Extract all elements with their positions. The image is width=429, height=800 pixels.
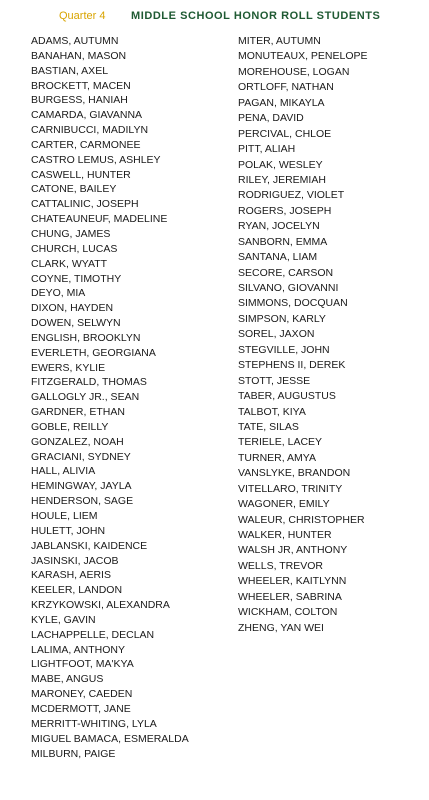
- student-name: WHEELER, KAITLYNN: [238, 575, 347, 588]
- student-name: EWERS, KYLIE: [31, 361, 106, 374]
- student-name: CHATEAUNEUF, MADELINE: [31, 213, 168, 226]
- student-name: WELLS, TREVOR: [238, 559, 323, 572]
- student-name: WALKER, HUNTER: [238, 529, 332, 541]
- student-name: GOBLE, REILLY: [31, 420, 109, 433]
- student-name: GALLOGLY JR., SEAN: [31, 391, 140, 404]
- student-name: EVERLETH, GEORGIANA: [31, 346, 156, 359]
- student-name: CASTRO LEMUS, ASHLEY: [31, 153, 161, 166]
- student-name: RILEY, JEREMIAH: [238, 173, 326, 186]
- student-name: SOREL, JAXON: [238, 328, 315, 341]
- student-name: HEMINGWAY, JAYLA: [31, 480, 132, 493]
- student-name: JABLANSKI, KAIDENCE: [31, 539, 148, 552]
- page-header: [0, 10, 429, 26]
- student-name: WAGONER, EMILY: [238, 498, 330, 511]
- student-name: JASINSKI, JACOB: [31, 554, 119, 567]
- student-name: MIGUEL BAMACA, ESMERALDA: [31, 732, 189, 745]
- page-title: MIDDLE SCHOOL HONOR ROLL STUDENTS: [131, 10, 381, 22]
- student-name: WALEUR, CHRISTOPHER: [238, 513, 365, 526]
- student-name: STEGVILLE, JOHN: [238, 343, 330, 356]
- student-name: TALBOT, KIYA: [238, 405, 306, 418]
- student-name: CATONE, BAILEY: [31, 183, 117, 196]
- student-name: PAGAN, MIKAYLA: [238, 96, 325, 109]
- student-name: CHUNG, JAMES: [31, 227, 111, 240]
- student-name: KRZYKOWSKI, ALEXANDRA: [31, 599, 170, 612]
- student-name: COYNE, TIMOTHY: [31, 272, 122, 285]
- student-name: SECORE, CARSON: [238, 266, 334, 279]
- student-name: MITER, AUTUMN: [238, 35, 321, 47]
- student-name: CASWELL, HUNTER: [31, 168, 131, 181]
- student-name: MABE, ANGUS: [31, 673, 104, 686]
- student-name: SIMPSON, KARLY: [238, 312, 326, 325]
- student-name: CARTER, CARMONEE: [31, 138, 141, 151]
- student-name: LACHAPPELLE, DECLAN: [31, 628, 155, 641]
- student-name: HOULE, LIEM: [31, 510, 98, 522]
- student-name: LIGHTFOOT, MA'KYA: [31, 658, 134, 671]
- student-name: TABER, AUGUSTUS: [238, 390, 336, 403]
- student-name: SILVANO, GIOVANNI: [238, 282, 339, 294]
- student-name: WALSH JR, ANTHONY: [238, 544, 348, 557]
- student-name: MARONEY, CAEDEN: [31, 688, 133, 701]
- student-name: ORTLOFF, NATHAN: [238, 81, 334, 94]
- student-name: HULETT, JOHN: [31, 524, 106, 537]
- student-name: VANSLYKE, BRANDON: [238, 467, 351, 480]
- student-name: TATE, SILAS: [238, 420, 299, 433]
- student-name: PENA, DAVID: [238, 112, 304, 125]
- student-name: ENGLISH, BROOKLYN: [31, 331, 141, 344]
- student-name: RODRIGUEZ, VIOLET: [238, 189, 345, 202]
- student-name: KEELER, LANDON: [31, 584, 123, 597]
- quarter-label: Quarter 4: [59, 10, 106, 22]
- student-name: MCDERMOTT, JANE: [31, 702, 131, 715]
- student-list-left-column: [31, 34, 231, 761]
- student-name: CATTALINIC, JOSEPH: [31, 198, 139, 211]
- student-name: ROGERS, JOSEPH: [238, 204, 332, 217]
- student-name: HENDERSON, SAGE: [31, 495, 134, 508]
- student-name: CLARK, WYATT: [31, 257, 108, 270]
- student-name: MONUTEAUX, PENELOPE: [238, 50, 368, 63]
- student-name: STEPHENS II, DEREK: [238, 359, 346, 372]
- student-name: SANTANA, LIAM: [238, 251, 318, 264]
- student-name: WHEELER, SABRINA: [238, 590, 342, 603]
- student-name: ADAMS, AUTUMN: [31, 35, 119, 47]
- student-name: CARNIBUCCI, MADILYN: [31, 124, 149, 137]
- student-name: RYAN, JOCELYN: [238, 220, 320, 233]
- student-name: TURNER, AMYA: [238, 451, 316, 464]
- student-name: KARASH, AERIS: [31, 569, 111, 582]
- student-name: KYLE, GAVIN: [31, 613, 96, 626]
- student-name: BURGESS, HANIAH: [31, 94, 128, 107]
- student-name: BROCKETT, MACEN: [31, 79, 131, 92]
- student-name: GARDNER, ETHAN: [31, 406, 125, 419]
- student-name: MOREHOUSE, LOGAN: [238, 65, 350, 78]
- student-name: PERCIVAL, CHLOE: [238, 127, 332, 140]
- student-name: BASTIAN, AXEL: [31, 64, 109, 77]
- student-name: WICKHAM, COLTON: [238, 606, 338, 619]
- student-name: CAMARDA, GIAVANNA: [31, 109, 143, 122]
- student-name: BANAHAN, MASON: [31, 49, 127, 62]
- student-name: SANBORN, EMMA: [238, 235, 328, 248]
- student-name: TERIELE, LACEY: [238, 436, 323, 449]
- student-name: HALL, ALIVIA: [31, 465, 96, 478]
- student-name: VITELLARO, TRINITY: [238, 482, 343, 495]
- student-list-right-column: [238, 34, 428, 636]
- student-name: ZHENG, YAN WEI: [238, 621, 324, 634]
- student-name: SIMMONS, DOCQUAN: [238, 297, 348, 310]
- student-name: CHURCH, LUCAS: [31, 242, 118, 255]
- student-name: LALIMA, ANTHONY: [31, 643, 125, 656]
- student-name: POLAK, WESLEY: [238, 158, 323, 171]
- student-name: PITT, ALIAH: [238, 143, 296, 156]
- student-name: FITZGERALD, THOMAS: [31, 376, 147, 389]
- student-name: DOWEN, SELWYN: [31, 317, 121, 330]
- student-name: MILBURN, PAIGE: [31, 747, 116, 760]
- student-name: GRACIANI, SYDNEY: [31, 450, 131, 463]
- student-name: GONZALEZ, NOAH: [31, 435, 124, 448]
- student-name: MERRITT-WHITING, LYLA: [31, 717, 157, 730]
- student-name: DIXON, HAYDEN: [31, 302, 114, 315]
- student-name: STOTT, JESSE: [238, 374, 311, 387]
- student-name: DEYO, MIA: [31, 287, 86, 300]
